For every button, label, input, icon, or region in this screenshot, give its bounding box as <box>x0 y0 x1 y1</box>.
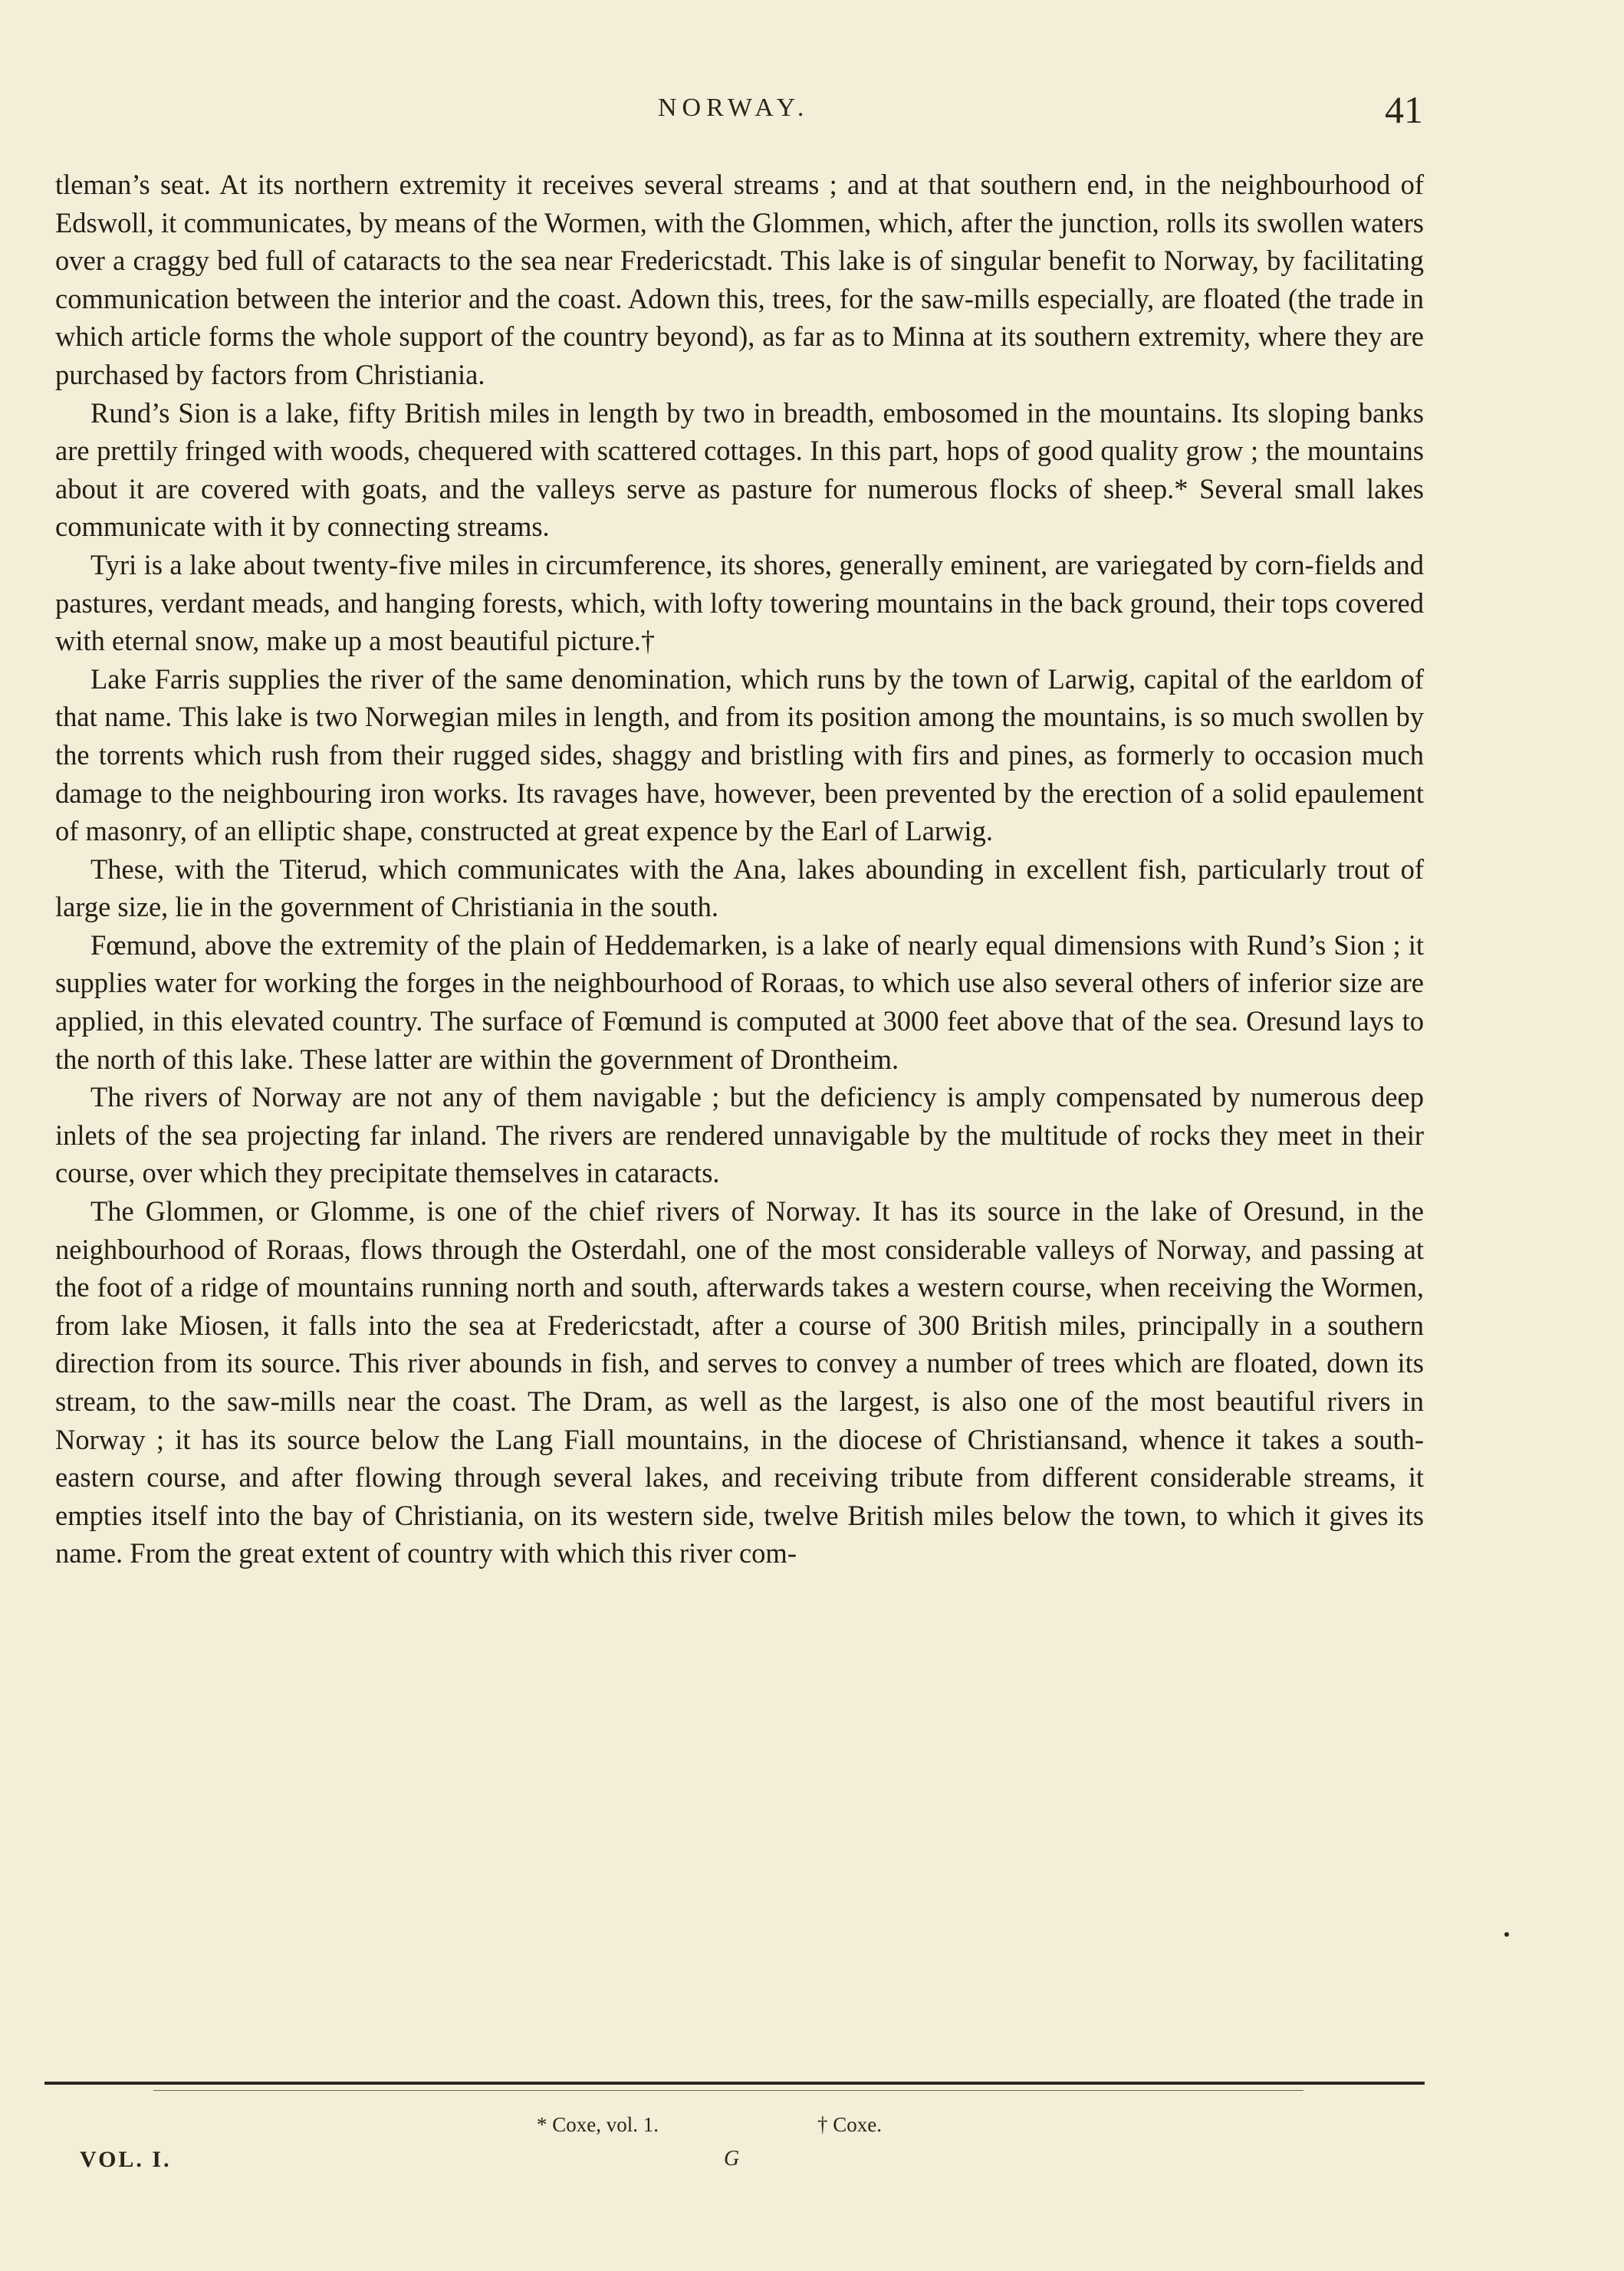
paragraph: Rund’s Sion is a lake, fifty British miles in length by two in breadth, embosomed in the mountains. Its sloping banks are prettily fringed with woods, chequered with scattered cottages. In this part, hops of good quality grow ; the mountains about it are covered with goats, and the valleys serve as pasture for numerous flocks of sheep.* Several small lakes communicate with it by connecting streams. <box>55 396 1424 543</box>
running-head <box>0 88 1624 140</box>
signature-mark: G <box>724 2147 740 2171</box>
paragraph: Lake Farris supplies the river of the same denomination, which runs by the town of Larwig, capital of the earldom of that name. This lake is two Norwegian miles in length, and from its position among the mountains, is so much swollen by the torrents which rush from their rugged sides, shaggy and bristling with firs and pines, as formerly to occasion much damage to the neighbouring iron works. Its ravages have, however, been prevented by the erection of a solid epaulement of masonry, of an elliptic shape, constructed at great expence by the Earl of Larwig. <box>55 662 1424 847</box>
paragraph: Fœmund, above the extremity of the plain of Heddemarken, is a lake of nearly equal dimensions with Rund’s Sion ; it supplies water for working the forges in the neighbourhood of Roraas, to which use also several others of inferior size are applied, in this elevated country. The surface of Fœmund is computed at 3000 feet above that of the sea. Oresund lays to the north of this lake. These latter are within the government of Drontheim. <box>55 928 1424 1075</box>
footnote-rule-thin <box>153 2090 1303 2091</box>
volume-mark: VOL. I. <box>80 2147 172 2172</box>
paragraph: The rivers of Norway are not any of them navigable ; but the deficiency is amply compensated by numerous deep inlets of the sea projecting far inland. The rivers are rendered unnavigable by the multitude of rocks they meet in their course, over which they precipitate themselves in cataracts. <box>55 1081 1424 1189</box>
paragraph: tleman’s seat. At its northern extremity it receives several streams ; and at that southern end, in the neighbourhood of Edswoll, it communicates, by means of the Wormen, with the Glommen, which, after the junction, rolls its swollen waters over a craggy bed full of cataracts to the sea near Fredericstadt. This lake is of singular benefit to Norway, by facilitating communication between the interior and the coast. Adown this, trees, for the saw-mills especially, are floated (the trade in which article forms the whole support of the country beyond), as far as to Minna at its southern extremity, where they are purchased by factors from Christiania. <box>55 169 1424 390</box>
footnote-rule <box>44 2082 1425 2085</box>
footnote-second: † Coxe. <box>817 2113 882 2136</box>
body-text <box>55 166 1424 1573</box>
paragraph: Tyri is a lake about twenty-five miles in circumference, its shores, generally eminent, are variegated by corn-fields and pastures, verdant meads, and hanging forests, which, with lofty towering mountains in the back ground, their tops covered with eternal snow, make up a most beautiful picture.† <box>55 548 1424 657</box>
paragraph: These, with the Titerud, which communicates with the Ana, lakes abounding in excellent fish, particularly trout of large size, lie in the government of Christiania in the south. <box>55 853 1424 923</box>
margin-dot <box>1504 1932 1509 1937</box>
page-number: 41 <box>1385 88 1423 131</box>
footnote-first: * Coxe, vol. 1. <box>537 2113 659 2136</box>
running-title: NORWAY. <box>658 94 810 122</box>
paragraph: The Glommen, or Glomme, is one of the chief rivers of Norway. It has its source in the lake of Oresund, in the neighbourhood of Roraas, flows through the Osterdahl, one of the most considerable valleys of Norway, and passing at the foot of a ridge of mountains running north and south, afterwards takes a western course, when receiving the Wormen, from lake Miosen, it falls into the sea at Fredericstadt, after a course of 300 British miles, principally in a southern direction from its source. This river abounds in fish, and serves to convey a number of trees which are floated, down its stream, to the saw-mills near the coast. The Dram, as well as the largest, is also one of the most beautiful rivers in Norway ; it has its source below the Lang Fiall mountains, in the diocese of Christiansand, whence it takes a south-eastern course, and after flowing through several lakes, and receiving tribute from different considerable streams, it empties itself into the bay of Christiania, on its western side, twelve British miles below the town, to which it gives its name. From the great extent of country with which this river com- <box>55 1195 1424 1569</box>
